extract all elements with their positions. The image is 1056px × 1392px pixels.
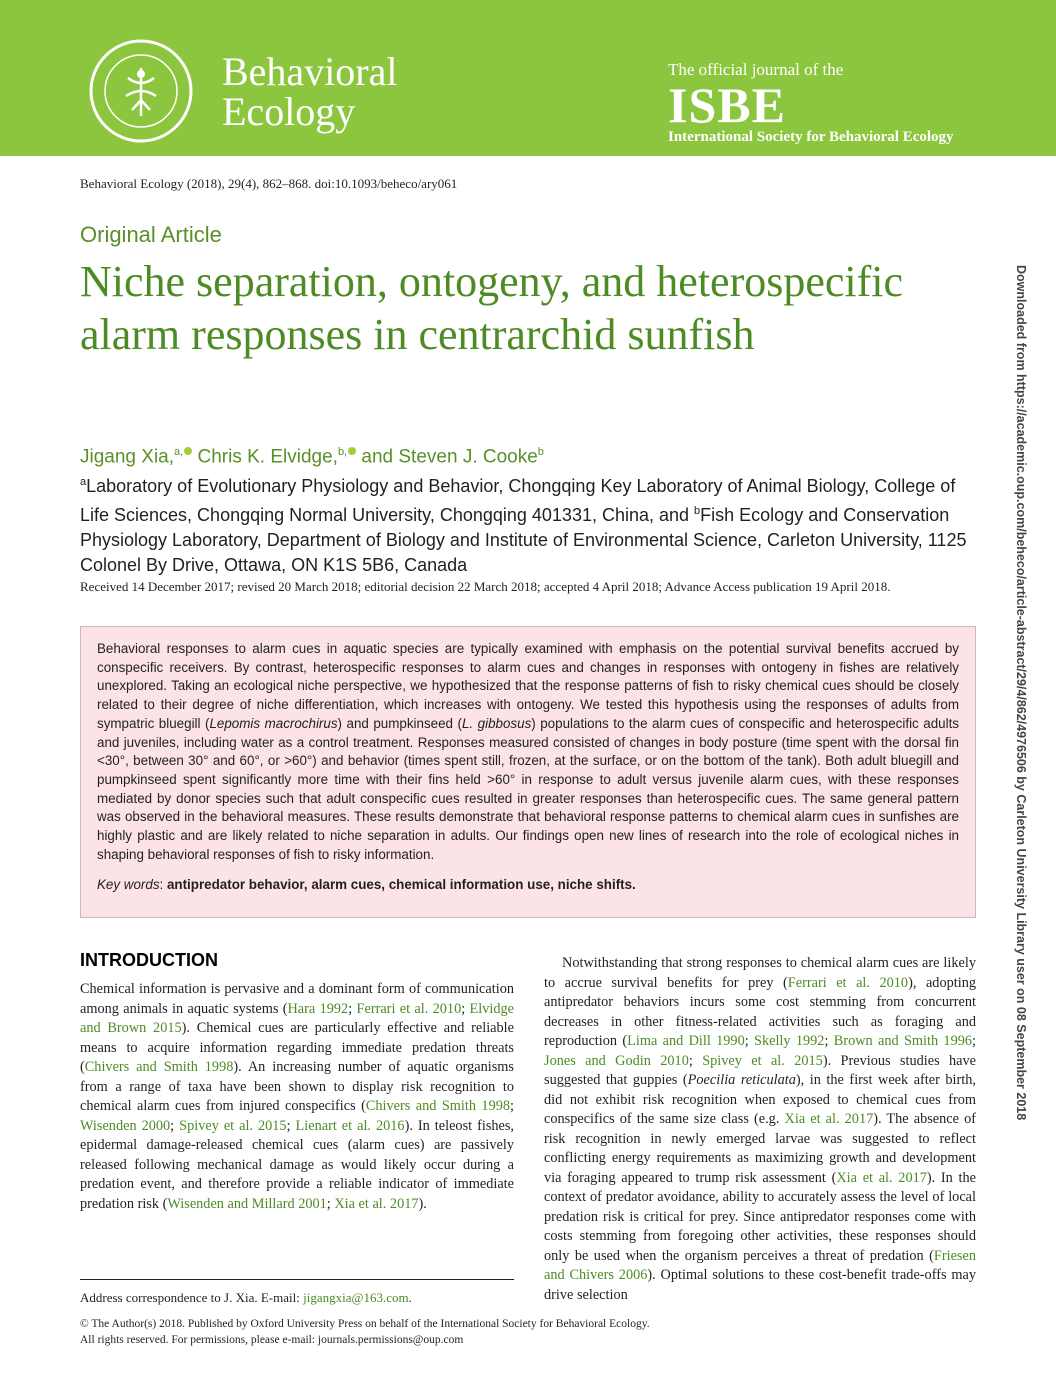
citation-link[interactable]: Hara 1992	[287, 1000, 349, 1017]
citation-link[interactable]: Wisenden and Millard 2001	[167, 1195, 327, 1212]
species-name: Lepomis macrochirus	[209, 715, 338, 731]
citation-link[interactable]: Wisenden 2000	[80, 1117, 171, 1134]
body-text: ;	[286, 1117, 296, 1134]
isbe-logo-icon	[88, 38, 194, 144]
email-link[interactable]: jigangxia@163.com	[303, 1290, 409, 1305]
keywords-list: antipredator behavior, alarm cues, chemical information use, niche shifts.	[166, 877, 636, 893]
body-text: ). Chemical cues are particularly effective and reliable means to acquire information regarding immediate predation threats (	[80, 1020, 514, 1075]
body-text: ), in the first week after birth, did not exhibit risk recognition when exposed to chemical cues from conspecifics of the same size class (e.g.	[544, 1072, 976, 1127]
citation-link[interactable]: Lima and Dill 1990	[627, 1033, 745, 1049]
body-text: Notwithstanding that strong responses to chemical alarm cues are likely to accrue survival benefits for prey (	[544, 955, 976, 991]
body-text: ). The absence of risk recognition in newly emerged larvae was suggested to reflect conflicting energy requirements as maximizing growth and development via foraging appeared to trump risk assessment (	[544, 1111, 976, 1186]
correspondence-note: Address correspondence to J. Xia. E-mail: jigangxia@163.com.	[80, 1290, 412, 1305]
citation-link[interactable]: Brown and Smith 1996	[833, 1033, 973, 1049]
author-list	[80, 446, 544, 468]
keywords: Key words: antipredator behavior, alarm cues, chemical information use, niche shifts.	[97, 877, 636, 893]
citation-link[interactable]: Chivers and Smith 1998	[84, 1059, 234, 1075]
body-text: ;	[326, 1195, 335, 1212]
author-name[interactable]: Jigang Xia,	[80, 446, 175, 468]
body-text: Chemical information is pervasive and a dominant form of communication among animals in aquatic systems (	[80, 981, 514, 1017]
section-heading: INTRODUCTION	[80, 950, 218, 970]
body-text: ). An increasing number of aquatic organisms from a range of taxa have been shown to display risk recognition to chemical alarm cues from injured conspecifics (	[80, 1059, 514, 1114]
body-text: ). Previous studies have suggested that guppies (	[544, 1052, 976, 1088]
body-text: ;	[510, 1098, 514, 1114]
keywords-label: Key words	[97, 877, 160, 893]
citation-link[interactable]: Xia et al. 2017	[836, 1169, 927, 1186]
copyright-line: © The Author(s) 2018. Published by Oxford University Press on behalf of the International Society for Behavioral Ecology.	[80, 1318, 650, 1330]
citation-link[interactable]: Xia et al. 2017	[784, 1111, 874, 1127]
body-text: ). Optimal solutions to these cost-benefit trade-offs may drive selection	[544, 1267, 976, 1303]
citation-link[interactable]: Ferrari et al. 2010	[787, 974, 909, 991]
body-text: ). In the context of predator avoidance, ability to accurately assess the level of local predation risk is critical for prey. Since antipredator responses come with costs stemming from foregoing other activities, these responses should only be used when the organism perceives a threat of predation (	[544, 1169, 976, 1264]
article-type: Original Article	[80, 222, 222, 247]
citation-link[interactable]: Friesen and Chivers 2006	[544, 1247, 976, 1283]
permissions-line: All rights reserved. For permissions, please e-mail: journals.permissions@oup.com	[80, 1334, 464, 1346]
body-text: ;	[744, 1033, 755, 1049]
journal-banner	[0, 0, 1056, 156]
abstract-text: Behavioral responses to alarm cues in aquatic species are typically examined with emphasis on the potential survival benefits accrued by conspecific receivers. By contrast, heterospecific responses to alarm cues and changes in responses with ontogeny in fishes are relatively unexplored. Taking an ecological niche perspective, we hypothesized that the response patterns of fish to risky chemical cues should be closely related to their degree of niche differentiation, which increases with ontogeny. We tested this hypothesis using the responses of adults from sympatric bluegill (Lepomis macrochirus) and pumpkinseed (L. gibbosus) populations to the alarm cues of conspecific and heterospecific adults and juveniles, including water as a control treatment. Responses measured consisted of changes in body posture (time spent with the dorsal fin <30°, between 30° and 60°, or >60°) and behavior (times spent still, frozen, at the surface, or on the bottom of the tank). Both adult bluegill and pumpkinseed spent significantly more time with their fins held >60° in response to adult versus juvenile alarm cues, with these responses mediated by donor species such that adult conspecific cues resulted in greater responses than heterospecific cues. The same general pattern was observed in the behavioral measures. These results demonstrate that behavioral response patterns to chemical alarm cues in sunfishes are highly plastic and are likely related to niche separation in adults. Our findings open new lines of research into the role of ecological niches in shaping behavioral responses of fish to risky information.	[97, 641, 959, 862]
citation-link[interactable]: Spivey et al. 2015	[179, 1117, 287, 1134]
citation-link[interactable]: Xia et al. 2017	[334, 1195, 419, 1212]
journal-name	[222, 49, 398, 134]
isbe-official-text: The official journal of the	[668, 60, 844, 79]
citation-link[interactable]: Ferrari et al. 2010	[356, 1000, 462, 1017]
author-name[interactable]: and Steven J. Cooke	[356, 446, 538, 468]
copyright	[80, 1316, 650, 1348]
author-name[interactable]: Chris K. Elvidge,	[192, 446, 338, 468]
article-title: Niche separation, ontogeny, and heterospecific alarm responses in centrarchid sunfish	[80, 257, 904, 359]
intro-paragraph-1	[80, 980, 514, 1214]
body-text: ), adopting antipredator behaviors incurs some cost stemming from concurrent decreases in other fitness-related activities such as foraging and reproduction (	[544, 974, 976, 1049]
intro-paragraph-2	[544, 954, 976, 1305]
orcid-icon[interactable]	[348, 447, 356, 455]
body-text: ;	[348, 1000, 357, 1017]
affiliation-sup: b	[694, 505, 701, 517]
citation-link[interactable]: Elvidge and Brown 2015	[80, 1000, 514, 1036]
body-text: ;	[688, 1052, 703, 1069]
affiliation-a: Laboratory of Evolutionary Physiology and Behavior, Chongqing Key Laboratory of Animal Biology, College of Life Sciences, Chongqing Normal University, Chongqing 401331, China, and	[80, 476, 956, 525]
body-text: ).	[418, 1195, 427, 1212]
footnote-divider	[80, 1279, 514, 1280]
received-dates: Received 14 December 2017; revised 20 March 2018; editorial decision 22 March 2018; accepted 4 April 2018; Advance Access publication 19 April 2018.	[80, 579, 891, 594]
body-text: ). In teleost fishes, epidermal damage-released chemical cues (alarm cues) are passively released following mechanical damage as would likely occur during a predation event, and therefore provide a reliable indicator of immediate predation risk (	[80, 1117, 515, 1212]
citation-link[interactable]: Chivers and Smith 1998	[365, 1098, 511, 1114]
affiliation-sup: a	[80, 476, 87, 488]
citation: Behavioral Ecology (2018), 29(4), 862–868. doi:10.1093/beheco/ary061	[80, 176, 458, 191]
isbe-full-name: International Society for Behavioral Ecology	[668, 129, 954, 145]
affiliations	[80, 470, 980, 578]
citation-link[interactable]: Skelly 1992	[754, 1033, 825, 1049]
author-sup: a,	[174, 446, 184, 458]
abstract	[80, 626, 976, 918]
species-name: Poecilia reticulata	[687, 1072, 796, 1088]
isbe-acronym: ISBE	[668, 77, 786, 133]
body-column-left	[80, 980, 514, 1214]
affiliation-b: Fish Ecology and Conservation Physiology Laboratory, Department of Biology and Institute of Environmental Science, Carleton University, 1125 Colonel By Drive, Ottawa, ON K1S 5B6, Canada	[80, 505, 967, 575]
journal-name-line1: Behavioral	[222, 49, 398, 94]
species-name: L. gibbosus	[461, 715, 532, 731]
citation-link[interactable]: Jones and Godin 2010	[544, 1052, 689, 1069]
orcid-icon[interactable]	[184, 447, 192, 455]
journal-name-line2: Ecology	[222, 89, 356, 134]
citation-link[interactable]: Lienart et al. 2016	[295, 1117, 405, 1134]
body-text: ;	[461, 1000, 470, 1017]
author-sup: b	[537, 446, 544, 458]
author-sup: b,	[337, 446, 348, 458]
body-column-right	[544, 954, 976, 1305]
body-text: ;	[824, 1033, 834, 1049]
body-text: ;	[170, 1117, 180, 1134]
body-text: ;	[972, 1033, 977, 1049]
citation-link[interactable]: Spivey et al. 2015	[702, 1052, 823, 1069]
download-watermark: Downloaded from https://academic.oup.com/beheco/article-abstract/29/4/862/4976506 by Carleton University Library user on 08 September 2018	[1014, 265, 1028, 1121]
